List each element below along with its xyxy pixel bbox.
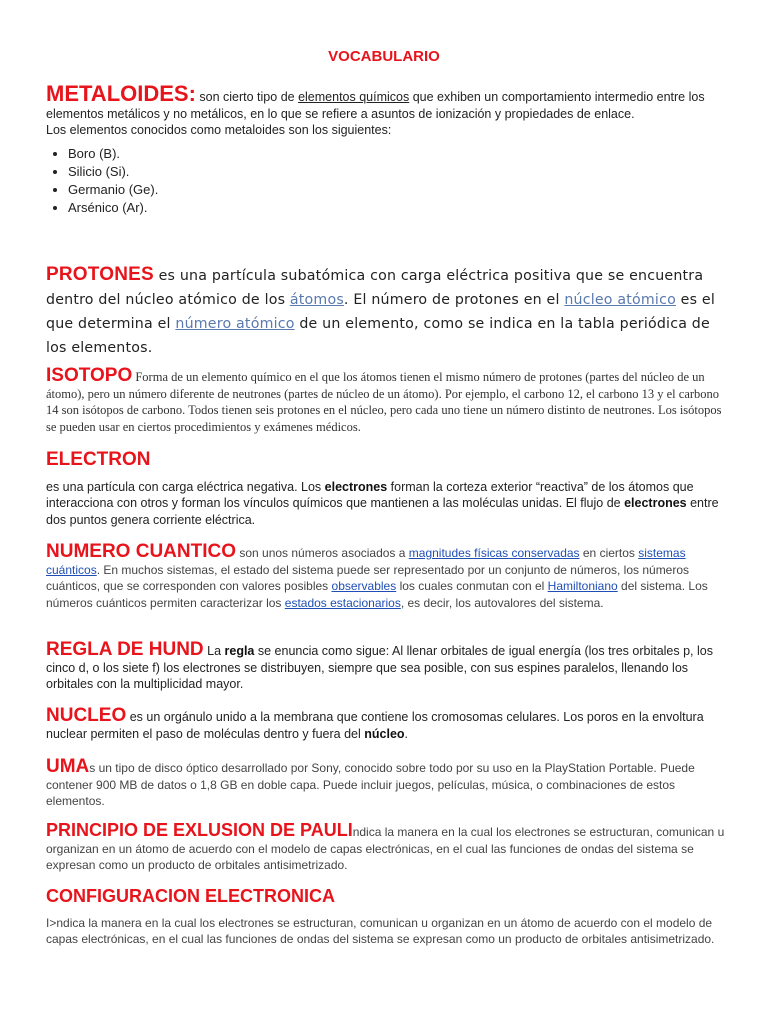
link-atomos[interactable]: átomos bbox=[289, 292, 344, 308]
heading-nucleo: NUCLEO bbox=[46, 705, 127, 726]
section-electron bbox=[46, 449, 726, 528]
list-item: • Arsénico (Ar). bbox=[68, 199, 726, 217]
hund-text-1: La bbox=[203, 644, 225, 658]
metaloides-text-1: son cierto tipo de bbox=[195, 90, 299, 104]
metaloides-text-3: Los elementos conocidos como metaloides son los siguientes: bbox=[46, 123, 392, 137]
config-text: I>ndica la manera en la cual los electrones se estructuran, comunican u organizan en un átomo de acuerdo con el modelo de capas electrónicas, en el cual las funciones de ondas del sistema se expresan como un producto de orbitales antisimetrizado. bbox=[46, 915, 715, 946]
heading-configuracion-electronica: CONFIGURACION ELECTRONICA bbox=[46, 886, 335, 906]
heading-isotopo: ISOTOPO bbox=[46, 365, 133, 386]
nucleo-bold: núcleo bbox=[364, 726, 405, 741]
link-observables[interactable]: observables bbox=[331, 579, 397, 593]
link-elementos-quimicos[interactable]: elementos químicos bbox=[298, 90, 410, 104]
nucleo-text-2: . bbox=[404, 726, 409, 741]
electron-text-1: es una partícula con carga eléctrica negativa. Los bbox=[46, 479, 325, 494]
section-uma bbox=[46, 756, 726, 810]
link-numero-atomico[interactable]: número atómico bbox=[175, 316, 295, 332]
section-principio-pauli bbox=[46, 822, 726, 874]
protones-text-3: es el que determina el bbox=[46, 292, 715, 332]
metaloides-text-2: que exhiben un comportamiento intermedio entre los elementos metálicos y no metálicos, en lo que se refiere a asuntos de ionización y propiedades de enlace. bbox=[46, 90, 705, 121]
section-numero-cuantico bbox=[46, 541, 726, 611]
section-regla-de-hund bbox=[46, 639, 726, 693]
heading-numero-cuantico: NUMERO CUANTICO bbox=[46, 541, 236, 562]
protones-text-2: . El número de protones en el bbox=[343, 292, 565, 308]
heading-metaloides: METALOIDES: bbox=[46, 81, 196, 106]
heading-regla-de-hund: REGLA DE HUND bbox=[46, 639, 204, 660]
heading-electron: ELECTRON bbox=[46, 449, 151, 470]
numero-text-2: en ciertos bbox=[579, 546, 639, 560]
numero-text-1: son unos números asociados a bbox=[236, 546, 409, 560]
section-nucleo bbox=[46, 705, 726, 742]
page-title: VOCABULARIO bbox=[328, 48, 440, 65]
numero-text-3: . En muchos sistemas, el estado del sistema puede ser representado por un conjunto de números, los números cuánticos, que se corresponden con valores posibles bbox=[46, 562, 690, 593]
electron-bold-1: electrones bbox=[324, 479, 388, 494]
numero-text-4: los cuales conmutan con el bbox=[396, 579, 548, 593]
numero-text-6: , es decir, los autovalores del sistema. bbox=[400, 595, 604, 610]
metaloides-list bbox=[46, 145, 726, 217]
electron-text-2: forman la corteza exterior “reactiva” de los átomos que interacciona con otros y forman los vínculos químicos que mantienen a las moléculas unidas. El flujo de bbox=[46, 479, 694, 510]
list-item: • Germanio (Ge). bbox=[68, 181, 726, 199]
section-isotopo bbox=[46, 365, 726, 435]
section-configuracion-electronica bbox=[46, 888, 726, 948]
protones-text-4: de un elemento, como se indica en la tabla periódica de los elementos. bbox=[46, 316, 710, 356]
heading-principio-pauli: PRINCIPIO DE EXLUSION DE PAULI bbox=[46, 820, 353, 840]
isotopo-text: Forma de un elemento químico en el que los átomos tienen el mismo número de protones (partes del núcleo de un átomo), pero un número diferente de neutrones (partes de núcleo de un átomo). Por ejemplo, el carbono 12, el carbono 13 y el carbono 14 son isótopos de carbono. Todos tienen seis protones en el núcleo, pero cada uno tiene un número distinto de neutrones. Los isótopos se pueden usar en ciertos procedimientos y exámenes médicos. bbox=[46, 370, 722, 434]
electron-text-3: entre dos puntos genera corriente eléctrica. bbox=[46, 496, 719, 527]
numero-text-5: del sistema. Los números cuánticos permiten caracterizar los bbox=[46, 579, 708, 610]
nucleo-text-1: es un orgánulo unido a la membrana que contiene los cromosomas celulares. Los poros en la envoltura nuclear permiten el paso de moléculas dentro y fuera del bbox=[46, 710, 704, 741]
hund-text-2: se enuncia como sigue: Al llenar orbitales de igual energía (los tres orbitales p, los cinco d, o los siete f) los electrones se distribuyen, siempre que sea posible, con sus espines paralelos, llenando los orbitales con la multiplicidad mayor. bbox=[46, 644, 713, 691]
link-sistemas-cuanticos[interactable]: sistemas cuánticos bbox=[46, 546, 686, 577]
pauli-text: ndica la manera en la cual los electrones se estructuran, comunican u organizan en un átomo de acuerdo con el modelo de capas electrónicas, en el cual las funciones de ondas del sistema se expresan como un producto de orbitales antisimetrizado. bbox=[46, 825, 725, 872]
heading-uma: UMA bbox=[46, 756, 90, 777]
uma-text: s un tipo de disco óptico desarrollado por Sony, conocido sobre todo por su uso en la PlayStation Portable. Puede contener 900 MB de datos o 1,8 GB en doble capa. Puede incluir juegos, películas, música, o combinaciones de estos elementos. bbox=[46, 761, 695, 808]
electron-bold-2: electrones bbox=[624, 496, 687, 510]
protones-text-1: es una partícula subatómica con carga eléctrica positiva que se encuentra dentro del núcleo atómico de los bbox=[46, 268, 704, 308]
list-item: • Silicio (Si). bbox=[68, 163, 726, 181]
link-magnitudes-fisicas[interactable]: magnitudes físicas conservadas bbox=[408, 546, 580, 560]
section-protones bbox=[46, 263, 726, 360]
list-item: • Boro (B). bbox=[68, 145, 726, 163]
hund-bold: regla bbox=[224, 644, 255, 658]
link-estados-estacionarios[interactable]: estados estacionarios bbox=[284, 595, 401, 610]
link-hamiltoniano[interactable]: Hamiltoniano bbox=[547, 579, 618, 593]
section-metaloides bbox=[46, 81, 726, 217]
heading-protones: PROTONES bbox=[46, 264, 154, 285]
link-nucleo-atomico[interactable]: núcleo atómico bbox=[564, 292, 676, 308]
